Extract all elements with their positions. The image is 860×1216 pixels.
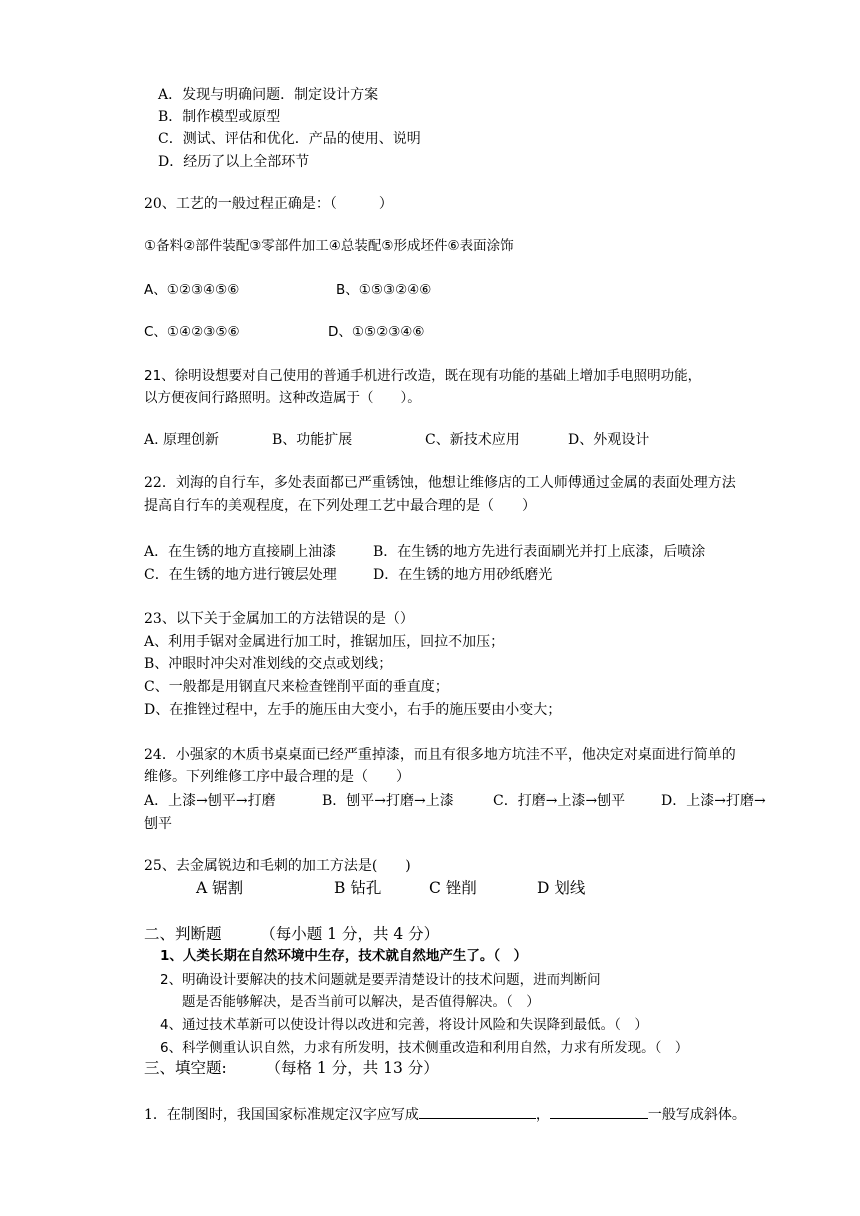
fill-blank-2[interactable]	[550, 1103, 648, 1119]
q25-option-d: D 划线	[537, 879, 586, 897]
q21-option-a: A. 原理创新	[144, 432, 220, 448]
judgment-statement-2-line2: 题是否能够解决，是否当前可以解决，是否值得解决。（ ）	[182, 994, 540, 1010]
q23-option-b: B、冲眼时冲尖对准划线的交点或划线；	[144, 656, 393, 672]
q23-option-d: D、在推锉过程中，左手的施压由大变小，右手的施压要由小变大；	[144, 702, 562, 718]
judgment-statement-1: 1、人类长期在自然环境中生存，技术就自然地产生了。（ ）	[160, 948, 528, 964]
q20-option-c: C、①④②③⑤⑥	[144, 324, 240, 340]
q25-stem: 25、去金属锐边和毛刺的加工方法是( )	[144, 858, 411, 874]
q25-option-a: A 锯割	[196, 879, 244, 897]
q19-option-c: C．测试、评估和优化．产品的使用、说明	[158, 131, 421, 147]
q20-items: ①备料②部件装配③零部件加工④总装配⑤形成坯件⑥表面涂饰	[144, 238, 514, 254]
q24-option-c: C．打磨→上漆→刨平	[493, 793, 626, 809]
q23-option-a: A、利用手锯对金属进行加工时，推锯加压，回拉不加压；	[144, 634, 505, 650]
q21-option-d: D、外观设计	[568, 432, 650, 448]
q25-option-b: B 钻孔	[334, 879, 382, 897]
q24-option-a: A．上漆→刨平→打磨	[144, 793, 276, 809]
fill-question-1	[144, 1103, 746, 1124]
q24-line1: 24．小强家的木质书桌桌面已经严重掉漆，而且有很多地方坑洼不平，他决定对桌面进行简单的	[144, 747, 736, 763]
q22-line2: 提高自行车的美观程度，在下列处理工艺中最合理的是（ ）	[144, 498, 536, 514]
q24-option-d: D．上漆→打磨→	[661, 793, 766, 809]
section3-heading: 三、填空题: （每格 1 分，共 13 分）	[144, 1059, 439, 1077]
q22-option-b: B．在生锈的地方先进行表面刷光并打上底漆，后喷涂	[373, 544, 706, 560]
judgment-statement-2-line1: 2、明确设计要解决的技术问题就是要弄清楚设计的技术问题，进而判断问	[160, 972, 601, 988]
q21-option-b: B、功能扩展	[272, 432, 353, 448]
q24-line2: 维修。下列维修工序中最合理的是（ ）	[144, 769, 410, 785]
q19-option-d: D．经历了以上全部环节	[158, 154, 310, 170]
q21-option-c: C、新技术应用	[425, 432, 520, 448]
section2-heading: 二、判断题 （每小题 1 分，共 4 分）	[144, 925, 440, 943]
q19-option-b: B．制作模型或原型	[158, 109, 281, 125]
q22-option-d: D．在生锈的地方用砂纸磨光	[373, 567, 553, 583]
q22-option-c: C．在生锈的地方进行镀层处理	[144, 567, 337, 583]
q21-line1: 21、徐明设想要对自己使用的普通手机进行改造，既在现有功能的基础上增加手电照明功能，	[144, 368, 702, 384]
q20-option-d: D、①⑤②③④⑥	[328, 324, 425, 340]
q21-line2: 以方便夜间行路照明。这种改造属于（ ）。	[144, 390, 421, 406]
q24-option-b: B．刨平→打磨→上漆	[322, 793, 454, 809]
q23-stem: 23、以下关于金属加工的方法错误的是（）	[144, 611, 414, 627]
q22-line1: 22．刘海的自行车，多处表面都已严重锈蚀，他想让维修店的工人师傅通过金属的表面处理方法	[144, 475, 736, 491]
q25-option-c: C 锉削	[429, 879, 477, 897]
q23-option-c: C、一般都是用钢直尺来检查锉削平面的垂直度；	[144, 679, 449, 695]
q19-option-a: A．发现与明确问题．制定设计方案	[158, 87, 379, 103]
fill-question-1-separator: ，	[535, 1107, 550, 1123]
fill-question-1-text-b: 一般写成斜体。	[647, 1107, 746, 1123]
q20-stem: 20、工艺的一般过程正确是：（ ）	[144, 196, 393, 212]
fill-blank-1[interactable]	[419, 1103, 536, 1119]
fill-question-1-text-a: 1．在制图时，我国国家标准规定汉字应写成	[144, 1107, 419, 1123]
q20-option-a: A、①②③④⑤⑥	[144, 282, 240, 298]
q20-option-b: B、①⑤③②④⑥	[336, 282, 432, 298]
q24-option-d-continued: 刨平	[144, 816, 172, 832]
judgment-statement-4: 4、通过技术革新可以使设计得以改进和完善，将设计风险和失误降到最低。（ ）	[160, 1017, 648, 1033]
judgment-statement-6: 6、科学侧重认识自然，力求有所发明，技术侧重改造和利用自然，力求有所发现。（ ）	[160, 1040, 689, 1056]
q22-option-a: A．在生锈的地方直接刷上油漆	[144, 544, 337, 560]
